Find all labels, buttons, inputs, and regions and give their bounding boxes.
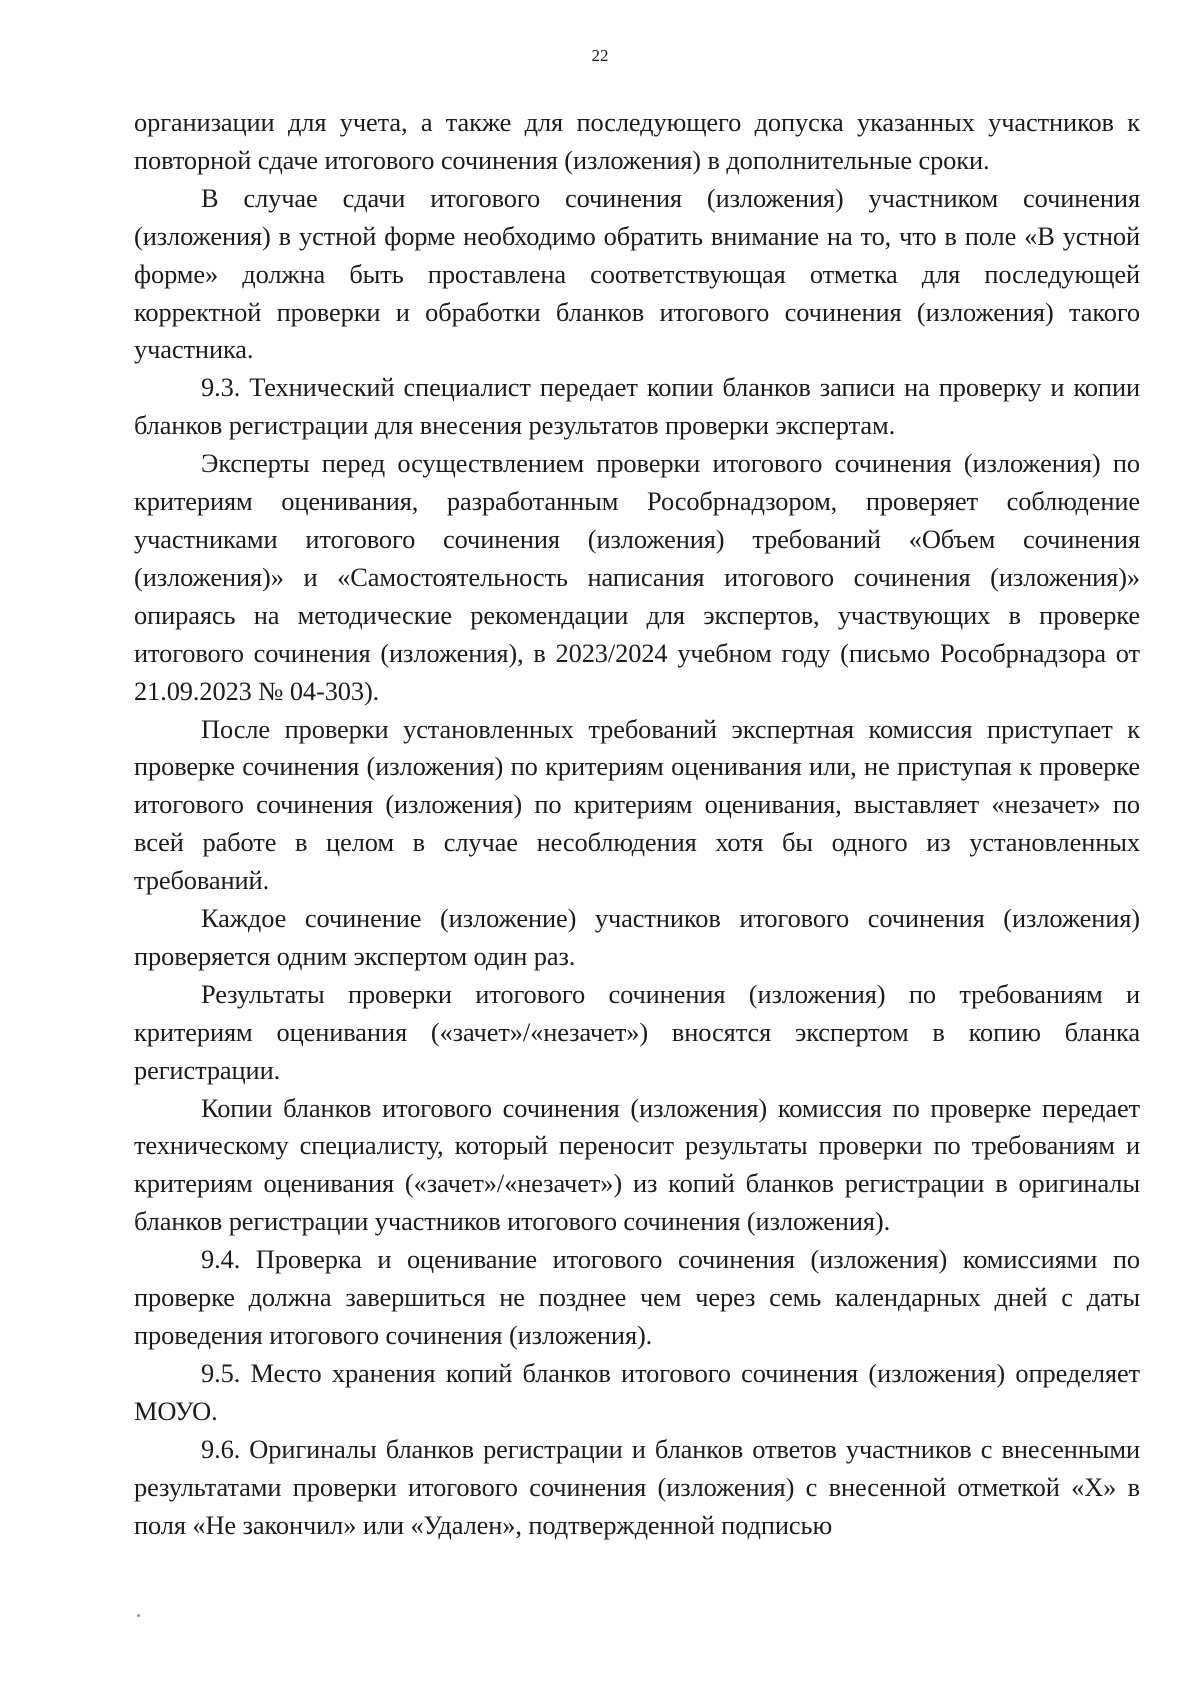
paragraph-9-3: 9.3. Технический специалист передает копии бланков записи на проверку и копии бланков регистрации для внесения результатов проверки экспертам. [134, 372, 1140, 441]
paragraph-results: Результаты проверки итогового сочинения (изложения) по требованиям и критериям оценивания («зачет»/«незачет») вносятся экспертом в копию бланка регистрации. [134, 978, 1140, 1085]
page-number: 22 [591, 46, 609, 65]
paragraph-experts-check: Эксперты перед осуществлением проверки итогового сочинения (изложения) по критериям оценивания, разработанным Рособрнадзором, проверяет соблюдение участниками итогового сочинения (изложения) требований «Объем сочинения (изложения)» и «Самостоятельность написания итогового сочинения (изложения)» опираясь на методические рекомендации для экспертов, участвующих в проверке итогового сочинения (изложения), в 2023/2024 учебном году (письмо Рособрнадзора от 21.09.2023 № 04-303). [134, 448, 1140, 706]
document-body [134, 104, 1140, 1544]
paragraph-each-essay: Каждое сочинение (изложение) участников итогового сочинения (изложения) проверяется одним экспертом один раз. [134, 903, 1140, 971]
paragraph-after-check: После проверки установленных требований экспертная комиссия приступает к проверке сочинения (изложения) по критериям оценивания или, не приступая к проверке итогового сочинения (изложения) по критериям оценивания, выставляет «незачет» по всей работе в целом в случае несоблюдения хотя бы одного из установленных требований. [134, 713, 1140, 896]
paragraph-9-5: 9.5. Место хранения копий бланков итогового сочинения (изложения) определяет МОУО. [134, 1357, 1140, 1426]
scan-speck [137, 1614, 140, 1617]
paragraph-continuation: организации для учета, а также для последующего допуска указанных участников к повторной сдаче итогового сочинения (изложения) в дополнительные сроки. [134, 107, 1140, 175]
paragraph-9-6: 9.6. Оригиналы бланков регистрации и бланков ответов участников с внесенными результатами проверки итогового сочинения (изложения) с внесенной отметкой «Х» в поля «Не закончил» или «Удален», подтвержденной подписью [134, 1433, 1140, 1540]
paragraph-copies: Копии бланков итогового сочинения (изложения) комиссия по проверке передает техническому специалисту, который переносит результаты проверки по требованиям и критериям оценивания («зачет»/«незачет») из копий бланков регистрации в оригиналы бланков регистрации участников итогового сочинения (изложения). [134, 1092, 1140, 1237]
paragraph-9-4: 9.4. Проверка и оценивание итогового сочинения (изложения) комиссиями по проверке должна завершиться не позднее чем через семь календарных дней с даты проведения итогового сочинения (изложения). [134, 1244, 1140, 1350]
paragraph-oral-form: В случае сдачи итогового сочинения (изложения) участником сочинения (изложения) в устной форме необходимо обратить внимание на то, что в поле «В устной форме» должна быть проставлена соответствующая отметка для последующей корректной проверки и обработки бланков итогового сочинения (изложения) такого участника. [134, 182, 1140, 365]
